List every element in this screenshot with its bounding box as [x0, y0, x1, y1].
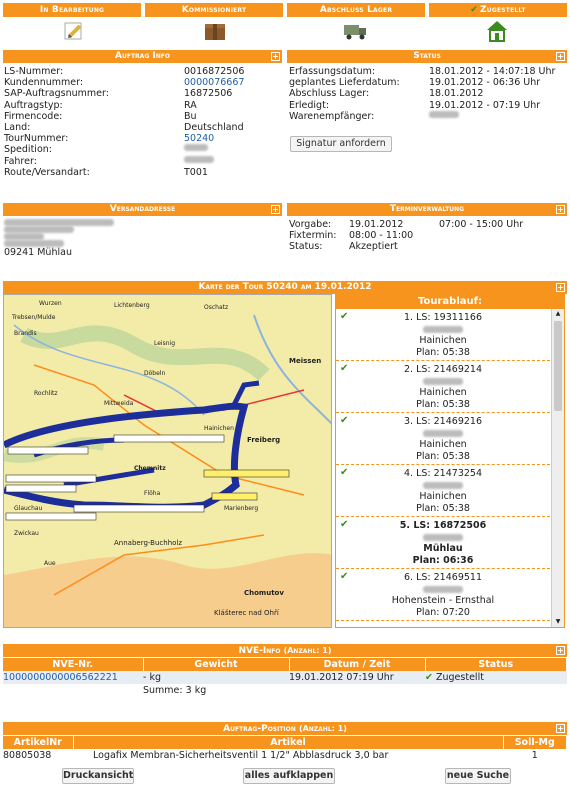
expand-icon[interactable]: +: [557, 724, 564, 733]
auftrag-info-fields: [4, 66, 244, 178]
stop-customer-redacted: [423, 430, 463, 437]
map-label-mittweida: Mittweida: [104, 400, 134, 407]
vorgabe-date: 19.01.2012: [349, 219, 404, 230]
field-label: Fixtermin:: [289, 230, 337, 242]
tab-in-bearbeitung[interactable]: In Bearbeitung: [3, 3, 141, 17]
map-label-chomutov: Chomutov: [244, 589, 284, 597]
map-label-freiberg: Freiberg: [247, 436, 281, 444]
tour-stop-current[interactable]: [336, 517, 550, 569]
map-label-trebsen: Trebsen/Mulde: [12, 314, 56, 321]
alles-aufklappen-button[interactable]: alles aufklappen: [243, 768, 335, 784]
tourablauf-panel: [335, 294, 565, 628]
check-icon: ✔: [470, 5, 479, 15]
vorgabe-time: 07:00 - 15:00 Uhr: [439, 219, 524, 230]
field-label: SAP-Auftragsnummer:: [4, 88, 109, 100]
map-label-aue: Aue: [44, 560, 56, 567]
ls-nummer: 0016872506: [184, 66, 245, 77]
field-label: Abschluss Lager:: [289, 88, 370, 100]
stop-ls: LS: 16872506: [413, 520, 487, 531]
auftrag-info-header: [3, 50, 282, 63]
stop-customer-redacted: [423, 586, 463, 593]
field-label: Route/Versandart:: [4, 166, 90, 178]
position-count: (Anzahl: 1): [298, 724, 347, 733]
signatur-anfordern-button[interactable]: Signatur anfordern: [290, 136, 392, 152]
tab-zugestellt-label: Zugestellt: [480, 5, 526, 15]
stop-number: 5.: [399, 520, 411, 531]
nve-datum: 19.01.2012 07:19 Uhr: [289, 672, 394, 683]
address-line-redacted: [4, 240, 64, 247]
termin-title: Terminverwaltung: [389, 204, 465, 214]
sap-auftragsnummer: 16872506: [184, 88, 233, 100]
stop-ls: LS: 19311166: [416, 312, 482, 323]
status-header: [287, 50, 567, 63]
nve-status: Zugestellt: [436, 672, 484, 683]
tab-zugestellt[interactable]: [429, 3, 567, 17]
table-row: [3, 671, 567, 684]
check-icon: ✔: [340, 519, 349, 530]
address-line-redacted: [4, 219, 114, 226]
status-fields: [289, 66, 555, 122]
spedition-redacted: [184, 144, 208, 151]
expand-icon[interactable]: +: [272, 52, 279, 61]
map-title: Karte der Tour 50240 am 19.01.2012: [198, 282, 372, 292]
field-label: Fahrer:: [4, 155, 37, 167]
field-label: TourNummer:: [4, 133, 69, 145]
field-label: LS-Nummer:: [4, 66, 64, 77]
versandadresse-title: Versandadresse: [109, 204, 176, 214]
abschluss-lager: 18.01.2012: [429, 88, 484, 100]
map-label-wurzen: Wurzen: [39, 300, 62, 307]
map-label-hainichen: Hainichen: [204, 425, 234, 432]
tournummer-link[interactable]: 50240: [184, 133, 215, 145]
stop-number: 6.: [403, 572, 414, 583]
neue-suche-button[interactable]: neue Suche: [445, 768, 511, 784]
nve-nr-link[interactable]: 1000000000006562221: [3, 672, 118, 683]
nve-col-status: Status: [425, 658, 567, 671]
address-line-redacted: [4, 233, 44, 240]
termin-status: Akzeptiert: [349, 241, 398, 253]
table-row: [3, 749, 567, 762]
map-label-leisnig: Leisnig: [154, 340, 175, 347]
stop-city: Hainichen: [419, 439, 467, 450]
nve-header: [3, 644, 567, 657]
map-label-lichtenberg: Lichtenberg: [114, 302, 150, 309]
stop-ls: LS: 21473254: [416, 468, 482, 479]
termin-fields: [289, 219, 523, 253]
tour-stop[interactable]: [336, 309, 550, 361]
field-label: Erfassungsdatum:: [289, 66, 376, 77]
map-label-annaberg: Annaberg-Buchholz: [114, 539, 183, 547]
tourablauf-title: Tourablauf:: [336, 295, 564, 309]
nve-count: (Anzahl: 1): [283, 646, 332, 655]
warenempfaenger-redacted: [429, 111, 459, 118]
map-canvas: [4, 295, 332, 628]
status-tabs: [3, 3, 567, 17]
field-label: Land:: [4, 122, 31, 134]
expand-icon[interactable]: +: [557, 205, 564, 214]
auftragstyp: RA: [184, 99, 197, 111]
druckansicht-button[interactable]: Druckansicht: [62, 768, 134, 784]
expand-icon[interactable]: +: [272, 205, 279, 214]
map-label-marienberg: Marienberg: [224, 505, 259, 512]
check-icon: ✔: [340, 363, 349, 374]
stop-customer-redacted: [423, 534, 463, 541]
stop-number: 4.: [403, 468, 414, 479]
position-col-menge: Soll-Mg: [503, 736, 567, 749]
map-label-floeha: Flöha: [144, 490, 161, 497]
house-icon: [426, 18, 567, 44]
map-label-klasterec: Klášterec nad Ohří: [214, 609, 279, 617]
box-icon: [144, 18, 285, 44]
position-artikel: Logafix Membran-Sicherheitsventil 1 1/2" Abblasdruck 3,0 bar: [93, 750, 389, 761]
check-icon: ✔: [340, 571, 349, 582]
kundennummer-link[interactable]: 0000076667: [184, 77, 245, 89]
scroll-down-icon[interactable]: ▼: [555, 618, 561, 625]
field-label: Vorgabe:: [289, 219, 332, 230]
stop-ls: LS: 21469216: [416, 416, 482, 427]
versandadresse-fields: [4, 219, 114, 258]
truck-icon: [285, 18, 426, 44]
expand-icon[interactable]: +: [557, 646, 564, 655]
map-label-glauchau: Glauchau: [14, 505, 43, 512]
firmencode: Bu: [184, 110, 197, 122]
map-label-chemnitz: Chemnitz: [134, 465, 166, 472]
check-icon: ✔: [340, 467, 349, 478]
position-menge: 1: [531, 750, 538, 761]
stop-number: 1.: [403, 312, 414, 323]
check-icon: ✔: [340, 415, 349, 426]
expand-icon[interactable]: +: [557, 52, 564, 61]
field-label: geplantes Lieferdatum:: [289, 77, 400, 89]
stop-plan: Plan: 07:20: [416, 606, 470, 618]
fahrer-redacted: [184, 156, 214, 163]
check-icon: ✔: [425, 672, 433, 683]
status-title: Status: [413, 51, 441, 61]
stop-number: 2.: [403, 364, 414, 375]
stop-city: Mühlau: [423, 543, 463, 554]
tour-stop[interactable]: [336, 361, 550, 413]
stop-plan: Plan: 05:38: [416, 502, 470, 514]
position-header: [3, 722, 567, 735]
position-col-nr: ArtikelNr: [3, 736, 73, 749]
field-label: Erledigt:: [289, 99, 330, 111]
stop-plan: Plan: 06:36: [412, 554, 474, 566]
tour-map[interactable]: [3, 294, 332, 628]
map-label-brandis: Brandis: [14, 330, 37, 337]
scroll-up-icon[interactable]: ▲: [555, 310, 561, 317]
fixtermin: 08:00 - 11:00: [349, 230, 414, 242]
tour-stop[interactable]: [336, 413, 550, 465]
lieferdatum: 19.01.2012 - 06:36 Uhr: [429, 77, 541, 89]
field-label: Warenempfänger:: [289, 110, 375, 122]
stop-city: Hainichen: [419, 387, 467, 398]
stop-city: Hohenstein - Ernsthal: [391, 595, 495, 606]
nve-summe: Summe: 3 kg: [143, 685, 207, 696]
field-label: Kundennummer:: [4, 77, 84, 89]
versandadresse-header: [3, 203, 282, 216]
position-nr: 80805038: [3, 750, 52, 761]
route-versandart: T001: [184, 166, 208, 178]
nve-col-gewicht: Gewicht: [143, 658, 289, 671]
auftrag-info-title: Auftrag Info: [115, 51, 170, 61]
check-icon: ✔: [340, 311, 349, 322]
tour-stop[interactable]: [336, 465, 550, 517]
stop-plan: Plan: 05:38: [416, 450, 470, 462]
stop-ls: LS: 21469214: [416, 364, 482, 375]
stop-ls: LS: 21469511: [416, 572, 482, 583]
stop-customer-redacted: [423, 326, 463, 333]
address-city: 09241 Mühlau: [4, 247, 72, 258]
termin-header: [287, 203, 567, 216]
field-label: Status:: [289, 241, 323, 253]
tour-stop[interactable]: [336, 569, 550, 621]
map-header: [3, 281, 567, 294]
expand-icon[interactable]: +: [557, 283, 564, 292]
map-label-rochlitz: Rochlitz: [34, 390, 58, 397]
stop-customer-redacted: [423, 482, 463, 489]
nve-table: [3, 658, 567, 697]
tab-abschluss-lager[interactable]: Abschluss Lager: [287, 3, 425, 17]
stop-number: 3.: [403, 416, 414, 427]
map-label-oschatz: Oschatz: [204, 304, 229, 311]
position-col-artikel: Artikel: [73, 736, 503, 749]
stop-city: Hainichen: [419, 335, 467, 346]
stop-plan: Plan: 05:38: [416, 398, 470, 410]
map-label-zwickau: Zwickau: [14, 530, 39, 537]
scroll-thumb[interactable]: [554, 321, 562, 411]
address-line-redacted: [4, 226, 74, 233]
tour-stop-list: [336, 309, 564, 621]
map-label-meissen: Meissen: [289, 357, 322, 365]
pencil-icon: [3, 18, 144, 44]
nve-col-datum: Datum / Zeit: [289, 658, 425, 671]
stop-plan: Plan: 05:38: [416, 346, 470, 358]
tab-kommissioniert[interactable]: Kommissioniert: [145, 3, 283, 17]
land: Deutschland: [184, 122, 244, 134]
position-table: [3, 736, 567, 762]
erfassungsdatum: 18.01.2012 - 14:07:18 Uhr: [429, 66, 556, 77]
erledigt: 19.01.2012 - 07:19 Uhr: [429, 99, 541, 111]
nve-gewicht: - kg: [143, 672, 161, 683]
status-icons: [3, 18, 567, 44]
tourablauf-scrollbar[interactable]: [551, 309, 564, 627]
stop-city: Hainichen: [419, 491, 467, 502]
field-label: Spedition:: [4, 144, 52, 156]
field-label: Firmencode:: [4, 110, 63, 122]
nve-col-nr: NVE-Nr.: [3, 658, 143, 671]
nve-title: NVE-Info: [238, 646, 281, 656]
field-label: Auftragstyp:: [4, 99, 63, 111]
stop-customer-redacted: [423, 378, 463, 385]
map-label-doebeln: Döbeln: [144, 370, 166, 377]
position-title: Auftrag-Position: [223, 724, 296, 734]
